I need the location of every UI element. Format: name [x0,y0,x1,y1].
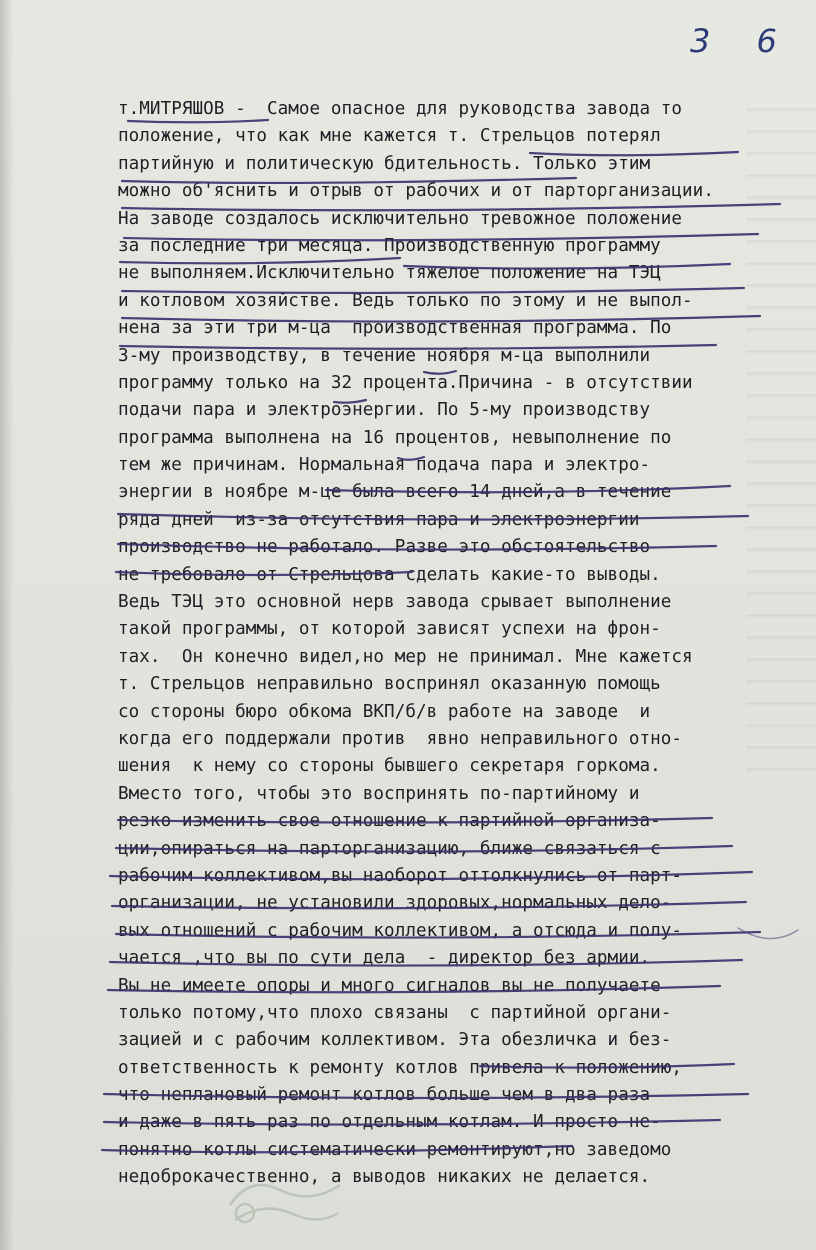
text-line: зацией и с рабочим коллективом. Эта обезличка и без- [118,1030,672,1051]
underline-mark [110,872,752,879]
underline-mark [116,572,412,575]
text-line: производство не работало. Разве это обстоятельство [118,537,651,558]
text-line: недоброкачественно, а выводов никаких не делается. [118,1167,651,1188]
underline-mark [102,1146,572,1152]
underline-mark [116,932,760,938]
underline-mark [120,258,400,263]
text-line: партийную и политическую бдительность. Только этим [118,153,651,174]
text-line: со стороны бюро обкома ВКП/б/в работе на заводе и [118,701,651,722]
underline-mark [326,486,730,492]
text-line: вых отношений с рабочим коллективом, а отсюда и полу- [118,920,683,941]
text-line: тах. Он конечно видел,но мер не принимал. Мне кажется [118,646,693,667]
text-line: и котловом хозяйстве. Ведь только по этому и не выпол- [118,290,693,311]
faint-stamp-mark [220,1165,350,1235]
underline-mark [398,457,424,460]
text-line: т. Стрельцов неправильно воспринял оказанную помощь [118,674,661,695]
text-line: т.МИТРЯШОВ - Самое опасное для руководства завода то [118,99,683,119]
text-line: На заводе создалось исключительно тревожное положение [118,208,683,229]
text-line: тем же причинам. Нормальная подача пара и электро- [118,455,651,476]
text-line: подачи пара и электроэнергии. По 5-му производству [118,400,651,421]
underline-mark [120,345,716,349]
underline-mark [112,902,746,908]
text-line: нена за эти три м-ца производственная программа. По [118,318,672,339]
text-line: можно об'яснить и отрыв от рабочих и от парторганизации. [118,181,714,202]
folio-number: 3 6 [690,22,795,60]
underline-mark [104,1094,748,1098]
text-line: положение, что как мне кажется т. Стрельцов потерял [118,126,661,147]
text-line: Вместо того, чтобы это воспринять по-партийному и [118,783,640,804]
text-line: рабочим коллективом,вы наоборот оттолкнулись от парт- [118,865,683,886]
underline-mark [530,152,738,155]
underline-mark [110,960,742,966]
underline-mark [116,846,732,852]
text-line: за последние три месяца. Производственную программу [118,235,661,256]
text-line: когда его поддержали против явно неправильного отно- [118,728,683,749]
underline-mark [122,204,780,210]
underline-mark [122,178,576,183]
underline-mark [738,928,798,939]
text-line: Вы не имеете опоры и много сигналов вы не получаете [118,975,661,996]
text-line: только потому,что плохо связаны с партийной органи- [118,1002,672,1023]
text-line: чается ,что вы по сути дела - директор без армии. [118,948,651,969]
text-line: ряда дней из-за отсутствия пара и электроэнергии [118,509,640,530]
text-line: Ведь ТЭЦ это основной нерв завода срывает выполнение [118,592,672,613]
underline-mark [128,120,268,122]
underline-mark [404,264,730,269]
underline-mark [424,371,456,374]
text-line: такой программы, от которой зависят успехи на фрон- [118,619,661,640]
underline-mark [104,1120,720,1125]
underline-mark [122,316,760,322]
text-line: резко изменить свое отношение к партийной организа- [118,811,661,832]
text-line: шения к нему со стороны бывшего секретаря горкома. [118,756,661,777]
text-line: организации, не установили здоровых,нормальных дело- [118,893,672,914]
text-line: энергии в ноябре м-це была всего 14 дней,а в течение [118,482,672,503]
text-line: ответственность к ремонту котлов привела к положению, [118,1057,683,1078]
underline-mark [118,514,748,520]
underline-mark [124,234,758,240]
underline-mark [334,400,366,403]
text-line: программу только на 32 процента.Причина - в отсутствии [118,372,693,393]
text-line: 3-му производству, в течение ноября м-ца выполнили [118,345,651,366]
text-line: и даже в пять раз по отдельным котлам. И просто не- [118,1112,661,1133]
underline-mark [118,818,712,823]
text-line: не требовало от Стрельцова сделать какие-то выводы. [118,564,661,585]
underline-mark [118,544,716,550]
underline-mark [108,986,720,992]
underline-mark [480,1064,734,1068]
text-line: программа выполнена на 16 процентов, невыполнение по [118,427,672,448]
text-line: понятно котлы систематически ремонтируют,но заведомо [118,1139,672,1160]
text-line: ции,опираться на парторганизацию, ближе связаться с [118,838,661,859]
text-line: что неплановый ремонт котлов больше чем в два раза [118,1085,651,1106]
text-line: не выполняем.Исключительно тяжелое положение на ТЭЦ [118,263,661,284]
underline-mark [122,288,744,293]
